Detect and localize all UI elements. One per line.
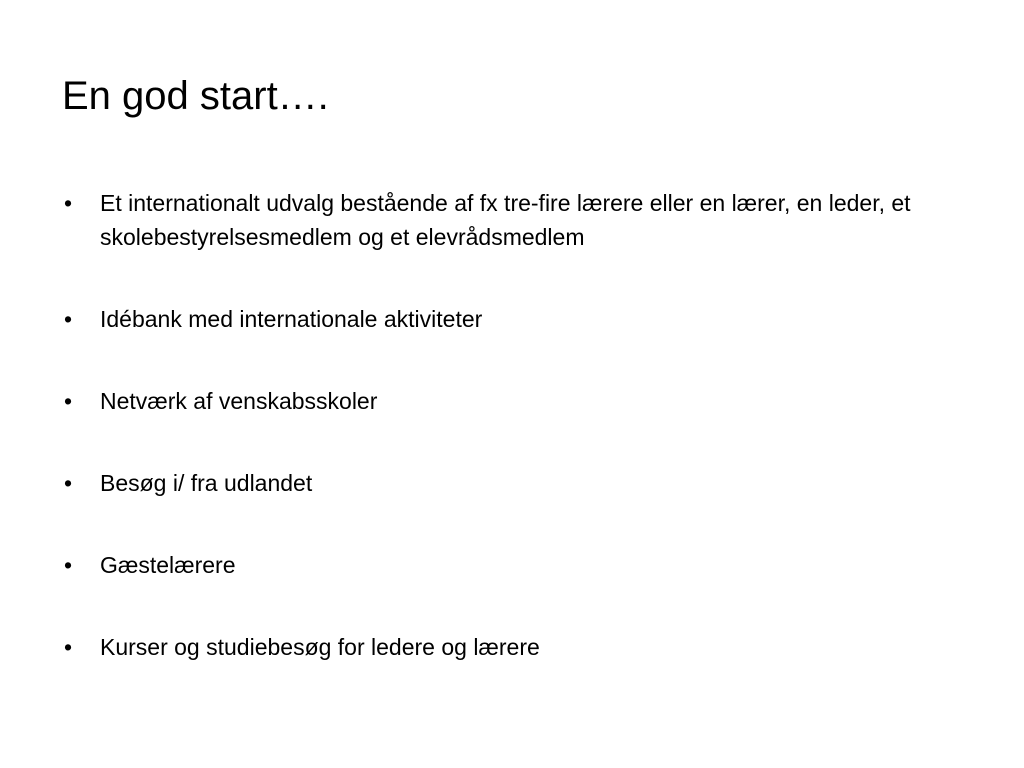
bullet-icon: •: [63, 190, 73, 216]
slide-title: En god start….: [62, 74, 329, 118]
bullet-item-idebank: [62, 302, 962, 336]
bullet-icon: •: [63, 634, 73, 660]
bullet-list: [62, 186, 962, 712]
bullet-item-netvaerk: [62, 384, 962, 418]
bullet-text: Besøg i/ fra udlandet: [100, 470, 313, 496]
bullet-item-kurser: [62, 630, 962, 664]
bullet-item-udvalg: [62, 186, 962, 254]
bullet-text: Netværk af venskabsskoler: [100, 388, 378, 414]
bullet-item-besoeg: [62, 466, 962, 500]
bullet-icon: •: [63, 306, 73, 332]
bullet-icon: •: [63, 552, 73, 578]
bullet-text: Kurser og studiebesøg for ledere og lærere: [100, 634, 540, 660]
bullet-icon: •: [63, 470, 73, 496]
bullet-text: Idébank med internationale aktiviteter: [100, 306, 483, 332]
bullet-icon: •: [63, 388, 73, 414]
bullet-item-gaestelaerere: [62, 548, 962, 582]
bullet-text: Gæstelærere: [100, 552, 236, 578]
bullet-text: Et internationalt udvalg bestående af fx tre-fire lærere eller en lærer, en leder, et skolebestyrelsesmedlem og et elevrådsmedlem: [100, 190, 911, 250]
